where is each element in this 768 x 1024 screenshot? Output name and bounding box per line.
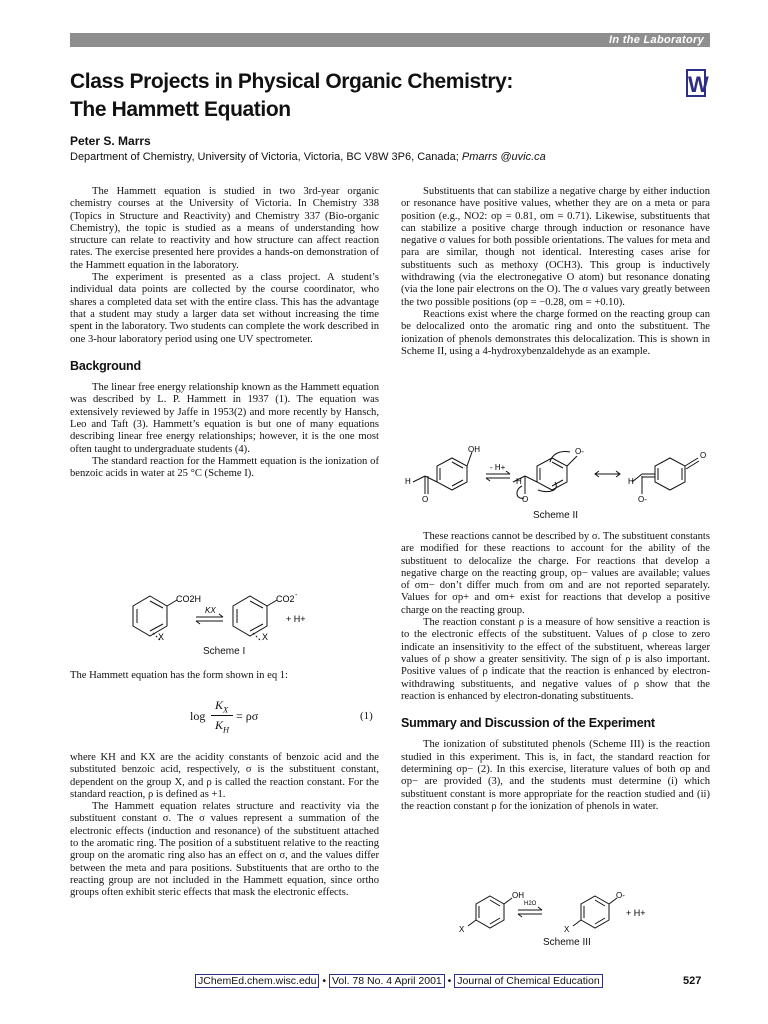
section-heading-summary: Summary and Discussion of the Experiment: [401, 716, 655, 731]
title-line-2: The Hammett Equation: [70, 98, 291, 121]
right-column: [401, 186, 710, 358]
paragraph: Substituents that can stabilize a negative charge by either induction or resonance have positive values, whether they are on a meta or para position (e.g., NO2: σp = 0.81, σm = 0.71). Likewise, substituents that can stabilize a positive charge through induction or resonance have negative σ values for both possible orientations. The values for meta and para are similar, though not identical. Interesting cases arise for substituents such as methoxy (OCH3). This group is inductively withdrawing (via the electronegative O atom) but resonance donating (via the lone pair electrons on the O). The σ values vary greatly between the two possible positions (σp = −0.28, σm = +0.10).: [401, 186, 710, 308]
web-supplement-logo[interactable]: W: [686, 69, 706, 97]
curved-arrow: [550, 451, 570, 462]
paragraph: These reactions cannot be described by σ. The substituent constants are modified for these reactions to account for the ability of the substituent to delocalize the charge. For reactions that develop a negative charge on the reacting group, σp− values are available; values of σm− don’t differ much from σm and are not reported separately. Values for σp+ and σm+ exist for reactions that develop a positive charge on the reacting group.: [401, 531, 710, 616]
article-title: [70, 68, 630, 124]
eq-number: (1): [360, 710, 373, 722]
author-name: Peter S. Marrs: [70, 134, 151, 148]
x-substituent: X: [459, 925, 465, 934]
section-header-bar: [70, 33, 710, 47]
quinoid-ring: [655, 458, 685, 490]
affiliation-text: Department of Chemistry, University of Victoria, Victoria, BC V8W 3P6, Canada;: [70, 151, 459, 163]
x-substituent: X: [564, 925, 570, 934]
paragraph: The linear free energy relationship known as the Hammett equation was described by L. P. Hammett in 1937 (1). The equation was extensively reviewed by Jaffe in 1953(2) and more recently by Hansch, Leo and Taft (3). Hammett’s equation is but one of many equations describing linear free energy relationships; however, it is the one most often taught to undergraduate students (4).: [70, 382, 379, 455]
oh-label: OH: [468, 445, 480, 454]
scheme-1-caption: Scheme I: [203, 646, 246, 657]
page-number: 527: [683, 975, 702, 987]
left-column: [70, 186, 379, 481]
x-substituent: X: [262, 632, 269, 642]
scheme-3-caption: Scheme III: [543, 937, 591, 948]
o-label: O: [700, 451, 707, 460]
eq-denominator-k: K: [215, 718, 224, 732]
eq-numerator-k: K: [215, 698, 224, 712]
o-label: O: [422, 495, 429, 504]
benzoate-ring: [233, 596, 267, 636]
o-label: O: [522, 495, 529, 504]
author-affiliation: [70, 151, 546, 163]
eq-denominator: [215, 718, 229, 733]
paragraph: The reaction constant ρ is a measure of how sensitive a reaction is to the electronic effects of the substituent. Values of ρ close to zero indicate an insensitivity to the effect of the substituent, whereas larger values of ρ show a greater sensitivity. The sign of ρ is also important. Positive values of ρ indicate that the reaction is enhanced by electron-withdrawing substituents, and negative values of ρ show that the reaction is enhanced by electron-donating substituents.: [401, 617, 710, 702]
eq-numerator-sub: X: [223, 705, 229, 715]
proton-label: + H+: [626, 908, 646, 918]
oh-label: OH: [512, 891, 524, 900]
scheme-3-diagram: [450, 890, 680, 940]
o-minus-label: O-: [575, 447, 584, 456]
eq-denominator-sub: H: [223, 725, 230, 735]
volume-issue-link[interactable]: Vol. 78 No. 4 April 2001: [329, 974, 445, 988]
footer-bullet: •: [447, 975, 452, 987]
equation-1: [190, 698, 380, 738]
h-label: H: [405, 477, 411, 486]
fraction-bar: [211, 715, 233, 716]
paragraph: The standard reaction for the Hammett equation is the ionization of benzoic acids in water at 25 °C (Scheme I).: [70, 455, 379, 480]
journal-website-link[interactable]: JChemEd.chem.wisc.edu: [195, 974, 319, 988]
o-minus-label: O-: [616, 891, 625, 900]
o-minus-label: O-: [638, 495, 647, 504]
co2-label: CO2: [276, 594, 295, 604]
co2-charge: -: [295, 592, 298, 599]
scheme-2-diagram: [400, 442, 710, 510]
paragraph: The experiment is presented as a class project. A student’s individual data points are collected by the course coordinator, who shares a completed data set with the entire class. This has the advantage that a student may study a larger data set without increasing the time spent in the laboratory. Two students can complete the work described in one 3-hour laboratory period using one UV spectrometer.: [70, 272, 379, 345]
journal-name-link[interactable]: Journal of Chemical Education: [454, 974, 602, 988]
benzene-ring: [133, 596, 167, 636]
eq-rhs: = ρσ: [236, 709, 259, 723]
x-substituent: X: [158, 632, 165, 642]
paragraph: The Hammett equation relates structure and reactivity via the substituent constant σ. The σ values represent a summation of the electronic effects (induction and resonance) of the substituent attached to the aromatic ring. The position of a substituent relative to the reacting group on the aromatic ring also has an effect on σ, and the values differ between the meta and para positions. Substituents that are ortho to the reacting group are not included in the Hammett equation, since ortho groups often exhibit steric effects that mask the electronic effects.: [70, 801, 379, 899]
paragraph: The ionization of substituted phenols (Scheme III) is the reaction studied in this experiment. This is, in fact, the standard reaction for determining σp− (2). In this exercise, literature values of both σp and σp− are provided (3), and the students must determine (i) which substituent constant is more appropriate for the reaction studied and (ii) the reaction constant ρ for the ionization of phenols in water.: [401, 739, 710, 812]
phenoxide-ring: [581, 896, 609, 928]
footer-bullet: •: [322, 975, 327, 987]
left-column-eq-intro: [70, 670, 379, 682]
co2h-label: CO2H: [176, 594, 202, 604]
section-heading-background: Background: [70, 358, 141, 373]
phenol-ring: [437, 458, 467, 490]
deprotonation-label: - H+: [490, 463, 506, 472]
scheme-2-caption: Scheme II: [533, 510, 579, 521]
title-line-1: Class Projects in Physical Organic Chemistry:: [70, 70, 514, 93]
phenoxide-ring: [537, 458, 567, 490]
paragraph: Reactions exist where the charge formed on the reacting group can be delocalized onto the aromatic ring and onto the substituent. The ionization of phenols demonstrates this delocalization. This is shown in Scheme II, using a 4-hydroxybenzaldehyde as an example.: [401, 308, 710, 357]
proton-label: + H+: [286, 614, 306, 624]
kx-label: KX: [205, 606, 216, 615]
paragraph: The Hammett equation is studied in two 3rd-year organic chemistry courses at the University of Victoria. In Chemistry 338 (Topics in Structure and Reactivity) and Chemistry 337 (Bio-organic Chemistry), the topic is studied as a means of understanding how structure can relate to reactivity and how structure can affect reaction rates. The exercise presented here provides a hands-on demonstration of the Hammett equation in the laboratory.: [70, 186, 379, 271]
h-label: H: [516, 477, 522, 486]
author-email[interactable]: Pmarrs @uvic.ca: [461, 151, 546, 163]
eq-numerator: [215, 698, 228, 713]
water-label: H2O: [524, 901, 537, 907]
page-footer: [195, 975, 603, 987]
paragraph: The Hammett equation has the form shown in eq 1:: [70, 670, 289, 681]
section-label: In the Laboratory: [609, 34, 704, 46]
h-label: H: [628, 477, 634, 486]
eq-log: log: [190, 709, 206, 723]
left-column-lower: [70, 752, 379, 900]
phenol-ring: [476, 896, 504, 928]
right-column-lower: [401, 531, 710, 813]
paragraph: where KH and KX are the acidity constants of benzoic acid and the substituted benzoic acid, respectively, σ is the substituent constant, dependent on the group X, and ρ is called the reaction constant. For the standard reaction, ρ is defined as +1.: [70, 752, 379, 800]
